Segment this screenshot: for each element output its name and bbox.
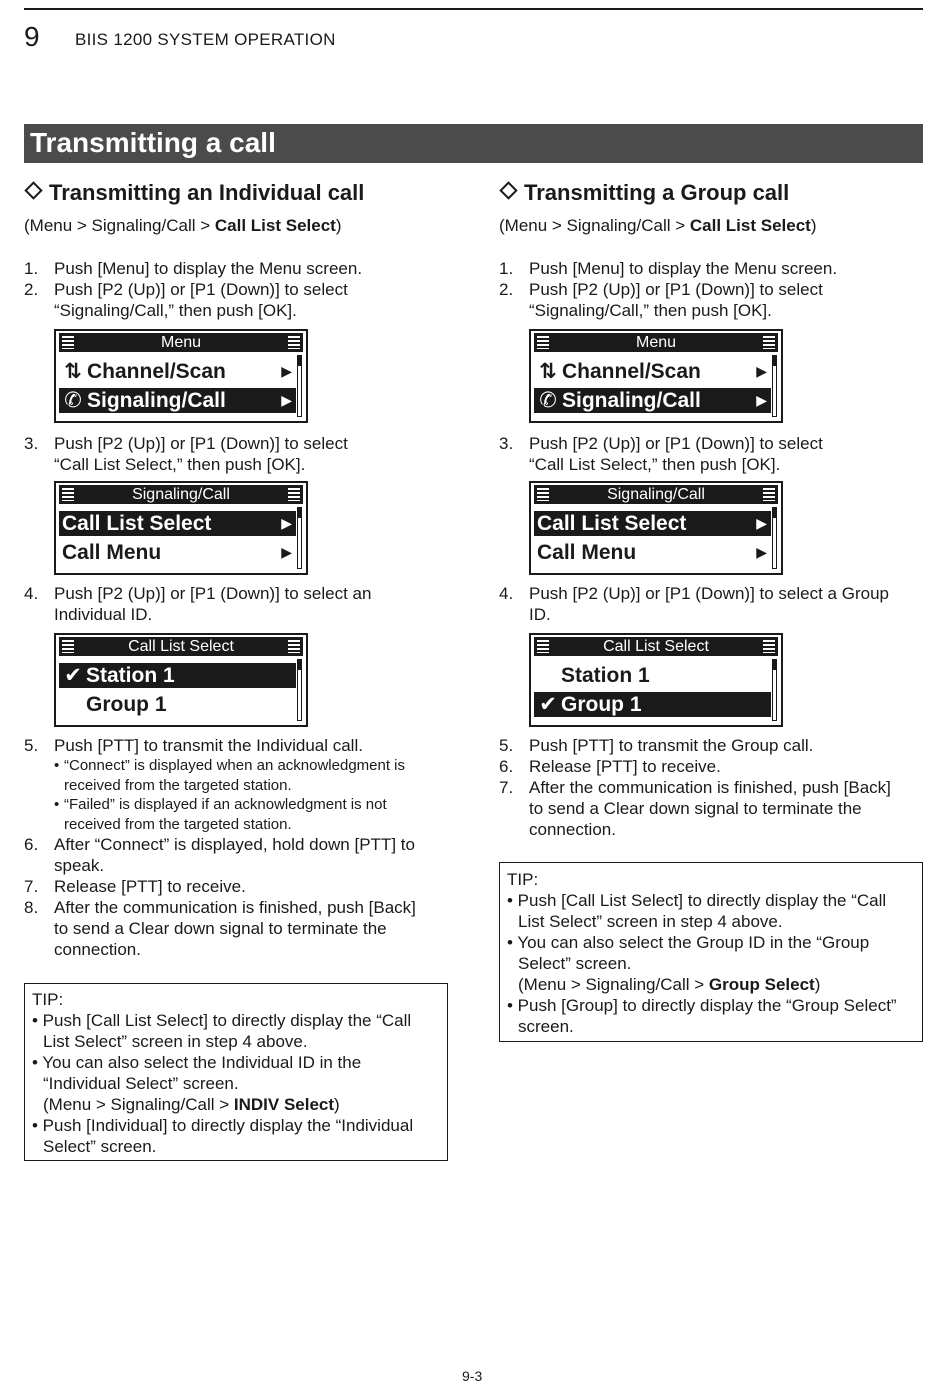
lcd-scrollbar [772,355,777,417]
lcd-row-station: Station 1 [561,664,650,687]
list-lines-icon [288,488,300,501]
phone-icon: ✆ [64,389,82,412]
lcd-signaling-screen [54,481,308,575]
lcd-row-call-list-select: Call List Select ▶ [59,511,296,536]
chapter-number: 9 [24,21,40,52]
list-lines-icon [62,640,74,653]
lcd-signaling-screen [529,481,783,575]
lcd-header: Call List Select [534,637,778,656]
tip-box: TIP: • Push [Call List Select] to directly display the “Call List Select” screen in step 4 above. • You can also select the Group ID in the “Group Select” screen. (Menu > Signaling/Call > Group Select) • Push [Group] to directly display the “Group Select” screen. [499,862,923,1042]
lcd-header: Signaling/Call [534,485,778,504]
diamond-icon [24,181,42,199]
lcd-menu-screen [529,329,783,423]
subsection-title: Transmitting an Individual call [24,178,364,208]
list-lines-icon [62,488,74,501]
header-rule [24,8,923,10]
arrow-right-icon: ▶ [756,515,767,531]
list-lines-icon [537,488,549,501]
lcd-scrollbar [772,507,777,569]
list-lines-icon [763,336,775,349]
diamond-icon [499,181,517,199]
lcd-header: Signaling/Call [59,485,303,504]
lcd-row-signaling-call: ✆ Signaling/Call ▶ [534,388,771,413]
subsection-title: Transmitting a Group call [499,178,789,208]
lcd-scrollbar [772,659,777,721]
arrow-right-icon: ▶ [281,544,292,560]
lcd-scrollbar [297,659,302,721]
lcd-row-station: ✔ Station 1 [59,663,296,688]
check-mark-icon: ✔ [64,664,82,687]
list-lines-icon [288,336,300,349]
lcd-scrollbar [297,355,302,417]
tip-menu-path: (Menu > Signaling/Call > Group Select) [518,975,821,994]
lcd-call-list-screen [529,633,783,727]
lcd-row-call-list-select: Call List Select ▶ [534,511,771,536]
channel-scan-icon: ⇅ [64,360,82,383]
lcd-header: Call List Select [59,637,303,656]
lcd-row-call-menu: Call Menu ▶ [62,541,292,564]
arrow-right-icon: ▶ [756,392,767,408]
lcd-menu-screen [54,329,308,423]
tip-menu-path: (Menu > Signaling/Call > INDIV Select) [43,1095,340,1114]
arrow-right-icon: ▶ [756,544,767,560]
list-lines-icon [288,640,300,653]
list-lines-icon [537,336,549,349]
arrow-right-icon: ▶ [281,392,292,408]
lcd-call-list-screen [54,633,308,727]
arrow-right-icon: ▶ [281,515,292,531]
lcd-row-group: ✔ Group 1 [534,692,771,717]
lcd-row-signaling-call: ✆ Signaling/Call ▶ [59,388,296,413]
channel-scan-icon: ⇅ [539,360,557,383]
lcd-header: Menu [59,333,303,352]
chapter-title: BIIS 1200 SYSTEM OPERATION [75,30,336,49]
menu-path: (Menu > Signaling/Call > Call List Select) [24,216,342,235]
lcd-row-channel-scan: ⇅ Channel/Scan ▶ [534,359,771,384]
arrow-right-icon: ▶ [756,363,767,379]
lcd-row-group: Group 1 [86,693,167,716]
check-mark-icon: ✔ [539,693,557,716]
list-lines-icon [763,488,775,501]
tip-box: TIP: • Push [Call List Select] to directly display the “Call List Select” screen in step 4 above. • You can also select the Individual ID in the “Individual Select” screen. (Menu > Signaling/Call > INDIV Select) • Push [Individual] to directly display the “Individual Select” screen. [24,983,448,1161]
section-banner [24,124,923,163]
lcd-header: Menu [534,333,778,352]
lcd-row-call-menu: Call Menu ▶ [537,541,767,564]
phone-icon: ✆ [539,389,557,412]
menu-path: (Menu > Signaling/Call > Call List Select) [499,216,817,235]
section-title: Transmitting a call [30,127,276,158]
lcd-scrollbar [297,507,302,569]
page-number: 9-3 [462,1368,483,1384]
list-lines-icon [763,640,775,653]
list-lines-icon [537,640,549,653]
list-lines-icon [62,336,74,349]
arrow-right-icon: ▶ [281,363,292,379]
lcd-row-channel-scan: ⇅ Channel/Scan ▶ [59,359,296,384]
